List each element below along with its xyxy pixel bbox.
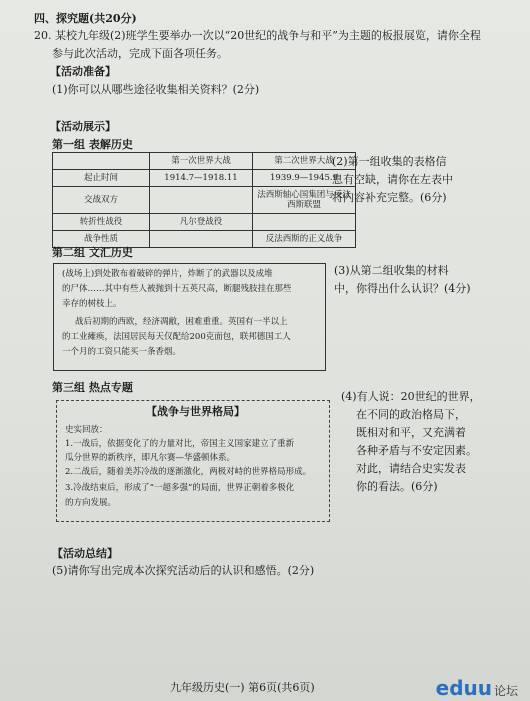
passage-line: 一个月的工资只能买一条香烟。: [62, 347, 182, 357]
table-cell: 1914.7—1918.11: [150, 170, 253, 187]
topic-line: 史实回放：: [65, 425, 108, 435]
question-4-line4: 各种矛盾与不安定因素。: [356, 444, 477, 457]
topic-line: 1.一战后，依据变化了的力量对比，帝国主义国家建立了重新: [65, 439, 295, 449]
table-cell: 凡尔登战役: [150, 214, 253, 231]
eduu-watermark-logo: [436, 676, 518, 700]
question-4-line6: 你的看法。(6分): [356, 480, 438, 493]
topic-line: 3.冷战结束后，形成了“一超多强”的局面，世界正朝着多极化: [65, 483, 295, 493]
table-cell: 转折性战役: [53, 214, 150, 231]
passage-line: 的尸体……其中有些人被抛到十五英尺高，断腿残肢挂在那些: [62, 284, 292, 294]
question-5: (5)请你写出完成本次探究活动后的认识和感悟。(2分): [52, 564, 315, 577]
question-1: (1)你可以从哪些途径收集相关资料？(2分): [52, 83, 260, 96]
question-2-line2: 息有空缺，请你在左表中: [332, 173, 453, 186]
prep-heading: 【活动准备】: [50, 65, 116, 78]
history-table: [52, 152, 356, 248]
topic-box-title: 【战争与世界格局】: [146, 405, 245, 418]
table-header-cell: 第一次世界大战: [150, 153, 253, 170]
display-heading: 【活动展示】: [50, 120, 116, 133]
question-intro-line2: 参与此次活动，完成下面各项任务。: [52, 47, 228, 60]
table-row: [53, 187, 356, 214]
passage-line: 幸存的树枝上。: [62, 299, 122, 309]
question-2-line3: 将内容补充完整。(6分): [332, 191, 447, 204]
question-intro-line1: 20. 某校九年级(2)班学生要举办一次以“20世纪的战争与和平”为主题的板报展览，请你全程: [34, 29, 481, 42]
summary-heading: 【活动总结】: [52, 547, 118, 560]
question-2-line1: (2)第一组收集的表格信: [332, 155, 447, 168]
table-cell: 法西斯轴心国集团与反法西斯联盟: [253, 187, 356, 214]
question-4-line1: (4)有人说：20世纪的世界，: [341, 390, 481, 403]
table-cell: 反法西斯的正义战争: [253, 231, 356, 248]
table-row: [53, 231, 356, 248]
section-title: 四、探究题(共20分): [34, 12, 137, 25]
topic-line: 瓜分世界的新秩序，即凡尔赛—华盛顿体系。: [65, 453, 236, 463]
table-cell: 1939.9—1945.9: [253, 170, 356, 187]
group3-heading: 第三组 热点专题: [52, 381, 133, 394]
table-cell: 战争性质: [53, 231, 150, 248]
topic-line: 的方向发展。: [65, 498, 117, 508]
passage-line: (战场上)到处散布着破碎的弹片，炸断了的武器以及成堆: [62, 269, 273, 279]
question-4-line3: 既相对和平，又充满着: [356, 426, 466, 439]
table-row: [53, 170, 356, 187]
table-row: [53, 214, 356, 231]
table-cell: 交战双方: [53, 187, 150, 214]
table-cell: [150, 231, 253, 248]
question-3-line2: 中，你得出什么认识？(4分): [334, 282, 471, 295]
table-cell: 起止时间: [53, 170, 150, 187]
passage-line: 的工业瘫痪，法国居民每天仅配给200克面包，联邦德国工人: [62, 332, 291, 342]
passage-line: 战后初期的西欧，经济凋敝，困难重重。英国有一半以上: [75, 317, 288, 327]
group2-heading: 第二组 文汇历史: [52, 246, 133, 259]
question-3-line1: (3)从第二组收集的材料: [334, 264, 449, 277]
logo-brand: eduu: [435, 676, 492, 700]
table-header-cell: 第二次世界大战: [253, 153, 356, 170]
table-header-cell: [53, 153, 150, 170]
table-cell: [150, 187, 253, 214]
table-header-row: [53, 153, 356, 170]
topic-line: 2.二战后，随着美苏冷战的逐渐激化，两极对峙的世界格局形成。: [65, 467, 312, 477]
question-4-line2: 在不同的政治格局下，: [356, 408, 466, 421]
logo-suffix: 论坛: [493, 684, 518, 698]
table-cell: [253, 214, 356, 231]
group1-heading: 第一组 表解历史: [52, 138, 133, 151]
page-footer: 九年级历史(一) 第6页(共6页): [170, 681, 315, 694]
question-4-line5: 对此，请结合史实发表: [356, 462, 466, 475]
